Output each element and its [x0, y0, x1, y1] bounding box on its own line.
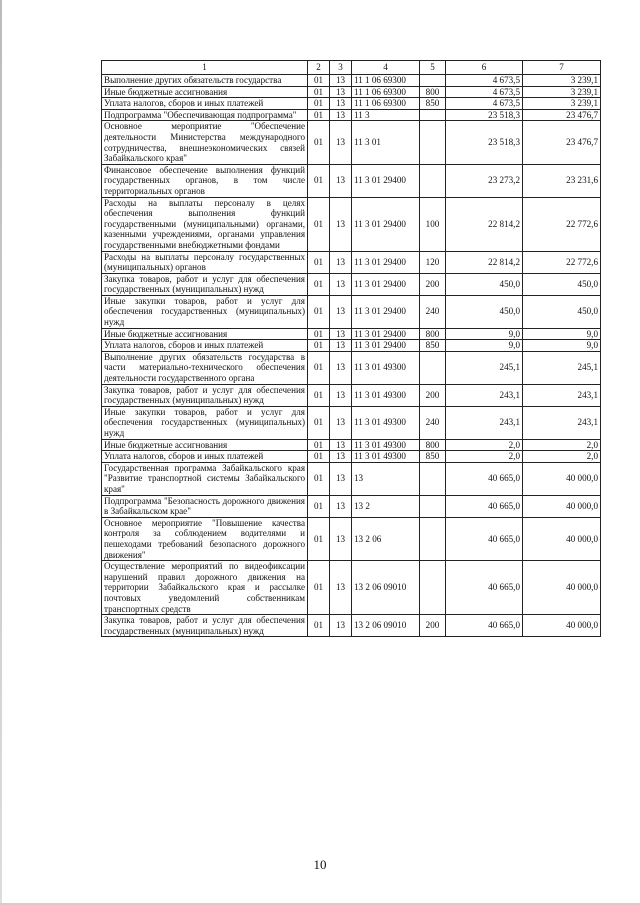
expense-type-code [420, 121, 446, 164]
item-name: Иные бюджетные ассигнования [102, 86, 308, 98]
amount-col-6: 40 665,0 [446, 561, 523, 615]
item-name: Иные закупки товаров, работ и услуг для обеспечения государственных (муниципальных) нужд [102, 295, 308, 328]
subsection-code: 13 [330, 462, 352, 495]
expense-type-code: 200 [420, 273, 446, 295]
subsection-code: 13 [330, 328, 352, 340]
subsection-code: 13 [330, 197, 352, 251]
amount-col-7: 450,0 [523, 295, 601, 328]
item-name: Уплата налогов, сборов и иных платежей [102, 340, 308, 352]
amount-col-7: 245,1 [523, 351, 601, 384]
item-name: Иные бюджетные ассигнования [102, 439, 308, 451]
amount-col-7: 243,1 [523, 406, 601, 439]
item-name: Закупка товаров, работ и услуг для обеспечения государственных (муниципальных) нужд [102, 384, 308, 406]
column-header: 2 [308, 61, 330, 75]
table-row [102, 86, 601, 98]
amount-col-6: 40 665,0 [446, 495, 523, 517]
target-article-code: 11 3 01 49300 [352, 384, 420, 406]
amount-col-6: 23 273,2 [446, 164, 523, 197]
amount-col-6: 245,1 [446, 351, 523, 384]
amount-col-6: 4 673,5 [446, 86, 523, 98]
subsection-code: 13 [330, 351, 352, 384]
section-code: 01 [308, 351, 330, 384]
amount-col-7: 2,0 [523, 451, 601, 463]
amount-col-6: 22 814,2 [446, 197, 523, 251]
expense-type-code: 800 [420, 328, 446, 340]
section-code: 01 [308, 462, 330, 495]
target-article-code: 13 [352, 462, 420, 495]
amount-col-6: 450,0 [446, 273, 523, 295]
expense-type-code [420, 109, 446, 121]
budget-table [101, 60, 601, 637]
target-article-code: 11 3 [352, 109, 420, 121]
amount-col-7: 3 239,1 [523, 86, 601, 98]
target-article-code: 13 2 [352, 495, 420, 517]
column-header: 4 [352, 61, 420, 75]
table-body [102, 75, 601, 637]
subsection-code: 13 [330, 273, 352, 295]
table-row [102, 561, 601, 615]
expense-type-code [420, 164, 446, 197]
amount-col-6: 4 673,5 [446, 75, 523, 87]
section-code: 01 [308, 439, 330, 451]
subsection-code: 13 [330, 251, 352, 273]
section-code: 01 [308, 109, 330, 121]
page-number: 10 [313, 857, 327, 872]
amount-col-6: 9,0 [446, 340, 523, 352]
subsection-code: 13 [330, 517, 352, 560]
item-name: Выполнение других обязательств государства [102, 75, 308, 87]
section-code: 01 [308, 75, 330, 87]
expense-type-code: 800 [420, 86, 446, 98]
table-row [102, 517, 601, 560]
subsection-code: 13 [330, 75, 352, 87]
target-article-code: 11 3 01 49300 [352, 406, 420, 439]
section-code: 01 [308, 495, 330, 517]
item-name: Закупка товаров, работ и услуг для обеспечения государственных (муниципальных) нужд [102, 615, 308, 637]
amount-col-6: 40 665,0 [446, 517, 523, 560]
table-row [102, 406, 601, 439]
section-code: 01 [308, 98, 330, 110]
item-name: Осуществление мероприятий по видеофиксации нарушений правил дорожного движения на территории Забайкальского края и рассылке почтовых уведомлений собственникам транспортных средств [102, 561, 308, 615]
expense-type-code [420, 75, 446, 87]
table-row [102, 328, 601, 340]
subsection-code: 13 [330, 615, 352, 637]
section-code: 01 [308, 451, 330, 463]
item-name: Иные бюджетные ассигнования [102, 328, 308, 340]
expense-type-code [420, 517, 446, 560]
section-code: 01 [308, 273, 330, 295]
amount-col-7: 40 000,0 [523, 462, 601, 495]
target-article-code: 11 1 06 69300 [352, 75, 420, 87]
table-row [102, 121, 601, 164]
amount-col-7: 3 239,1 [523, 75, 601, 87]
expense-type-code [420, 351, 446, 384]
subsection-code: 13 [330, 340, 352, 352]
target-article-code: 11 3 01 29400 [352, 340, 420, 352]
amount-col-6: 40 665,0 [446, 462, 523, 495]
table-row [102, 295, 601, 328]
item-name: Основное мероприятие "Обеспечение деятельности Министерства международного сотрудничества, внешнеэкономических связей Забайкальского края" [102, 121, 308, 164]
expense-type-code: 100 [420, 197, 446, 251]
amount-col-7: 40 000,0 [523, 495, 601, 517]
subsection-code: 13 [330, 384, 352, 406]
expense-type-code [420, 462, 446, 495]
target-article-code: 11 3 01 29400 [352, 295, 420, 328]
amount-col-7: 40 000,0 [523, 517, 601, 560]
section-code: 01 [308, 295, 330, 328]
expense-type-code [420, 561, 446, 615]
item-name: Государственная программа Забайкальского края "Развитие транспортной системы Забайкальского края" [102, 462, 308, 495]
target-article-code: 11 3 01 29400 [352, 197, 420, 251]
subsection-code: 13 [330, 86, 352, 98]
amount-col-7: 2,0 [523, 439, 601, 451]
expense-type-code [420, 495, 446, 517]
section-code: 01 [308, 615, 330, 637]
item-name: Финансовое обеспечение выполнения функций государственных органов, в том числе территориальных органов [102, 164, 308, 197]
table-row [102, 340, 601, 352]
table-row [102, 251, 601, 273]
amount-col-6: 40 665,0 [446, 615, 523, 637]
section-code: 01 [308, 340, 330, 352]
section-code: 01 [308, 561, 330, 615]
column-header: 7 [523, 61, 601, 75]
section-code: 01 [308, 384, 330, 406]
expense-type-code: 240 [420, 406, 446, 439]
amount-col-7: 243,1 [523, 384, 601, 406]
expense-type-code: 120 [420, 251, 446, 273]
item-name: Иные закупки товаров, работ и услуг для обеспечения государственных (муниципальных) нужд [102, 406, 308, 439]
table-row [102, 98, 601, 110]
section-code: 01 [308, 517, 330, 560]
amount-col-7: 40 000,0 [523, 561, 601, 615]
amount-col-7: 3 239,1 [523, 98, 601, 110]
subsection-code: 13 [330, 439, 352, 451]
item-name: Закупка товаров, работ и услуг для обеспечения государственных (муниципальных) нужд [102, 273, 308, 295]
expense-type-code: 850 [420, 451, 446, 463]
expense-type-code: 200 [420, 384, 446, 406]
amount-col-6: 2,0 [446, 439, 523, 451]
amount-col-7: 22 772,6 [523, 197, 601, 251]
table-row [102, 75, 601, 87]
target-article-code: 13 2 06 09010 [352, 561, 420, 615]
section-code: 01 [308, 197, 330, 251]
subsection-code: 13 [330, 561, 352, 615]
item-name: Уплата налогов, сборов и иных платежей [102, 451, 308, 463]
amount-col-7: 23 476,7 [523, 109, 601, 121]
table-row [102, 462, 601, 495]
column-header: 3 [330, 61, 352, 75]
amount-col-6: 22 814,2 [446, 251, 523, 273]
section-code: 01 [308, 251, 330, 273]
table-row [102, 164, 601, 197]
amount-col-7: 450,0 [523, 273, 601, 295]
target-article-code: 11 3 01 49300 [352, 439, 420, 451]
section-code: 01 [308, 406, 330, 439]
amount-col-7: 9,0 [523, 328, 601, 340]
subsection-code: 13 [330, 406, 352, 439]
expense-type-code: 850 [420, 340, 446, 352]
subsection-code: 13 [330, 451, 352, 463]
amount-col-6: 9,0 [446, 328, 523, 340]
section-code: 01 [308, 121, 330, 164]
column-header: 6 [446, 61, 523, 75]
amount-col-6: 450,0 [446, 295, 523, 328]
target-article-code: 11 3 01 29400 [352, 251, 420, 273]
amount-col-6: 23 518,3 [446, 109, 523, 121]
amount-col-6: 4 673,5 [446, 98, 523, 110]
amount-col-7: 23 476,7 [523, 121, 601, 164]
amount-col-7: 23 231,6 [523, 164, 601, 197]
subsection-code: 13 [330, 121, 352, 164]
expense-type-code: 800 [420, 439, 446, 451]
table-row [102, 495, 601, 517]
section-code: 01 [308, 328, 330, 340]
subsection-code: 13 [330, 495, 352, 517]
subsection-code: 13 [330, 98, 352, 110]
item-name: Подпрограмма "Безопасность дорожного движения в Забайкальском крае" [102, 495, 308, 517]
expense-type-code: 850 [420, 98, 446, 110]
table-row [102, 451, 601, 463]
table-row [102, 197, 601, 251]
expense-type-code: 200 [420, 615, 446, 637]
item-name: Подпрограмма "Обеспечивающая подпрограмма" [102, 109, 308, 121]
amount-col-6: 2,0 [446, 451, 523, 463]
target-article-code: 11 1 06 69300 [352, 86, 420, 98]
item-name: Расходы на выплаты персоналу в целях обеспечения выполнения функций государственными (муниципальными) органами, казенными учреждениями, органами управления государственными внебюджетными фондами [102, 197, 308, 251]
amount-col-6: 243,1 [446, 384, 523, 406]
item-name: Расходы на выплаты персоналу государственных (муниципальных) органов [102, 251, 308, 273]
column-header: 1 [102, 61, 308, 75]
table-row [102, 439, 601, 451]
section-code: 01 [308, 86, 330, 98]
table-row [102, 384, 601, 406]
subsection-code: 13 [330, 164, 352, 197]
table-row [102, 109, 601, 121]
amount-col-6: 23 518,3 [446, 121, 523, 164]
table-row [102, 273, 601, 295]
target-article-code: 13 2 06 [352, 517, 420, 560]
target-article-code: 11 3 01 29400 [352, 164, 420, 197]
subsection-code: 13 [330, 109, 352, 121]
target-article-code: 13 2 06 09010 [352, 615, 420, 637]
target-article-code: 11 3 01 49300 [352, 351, 420, 384]
item-name: Уплата налогов, сборов и иных платежей [102, 98, 308, 110]
target-article-code: 11 1 06 69300 [352, 98, 420, 110]
item-name: Выполнение других обязательств государства в части материально-технического обеспечения деятельности государственного органа [102, 351, 308, 384]
target-article-code: 11 3 01 29400 [352, 328, 420, 340]
scan-edge [0, 0, 2, 905]
target-article-code: 11 3 01 [352, 121, 420, 164]
table-row [102, 615, 601, 637]
expense-type-code: 240 [420, 295, 446, 328]
amount-col-7: 22 772,6 [523, 251, 601, 273]
target-article-code: 11 3 01 29400 [352, 273, 420, 295]
amount-col-7: 40 000,0 [523, 615, 601, 637]
item-name: Основное мероприятие "Повышение качества контроля за соблюдением водителями и пешеходами требований безопасного дорожного движения" [102, 517, 308, 560]
table-row [102, 351, 601, 384]
amount-col-7: 9,0 [523, 340, 601, 352]
amount-col-6: 243,1 [446, 406, 523, 439]
target-article-code: 11 3 01 49300 [352, 451, 420, 463]
column-header: 5 [420, 61, 446, 75]
section-code: 01 [308, 164, 330, 197]
header-row [102, 61, 601, 75]
subsection-code: 13 [330, 295, 352, 328]
